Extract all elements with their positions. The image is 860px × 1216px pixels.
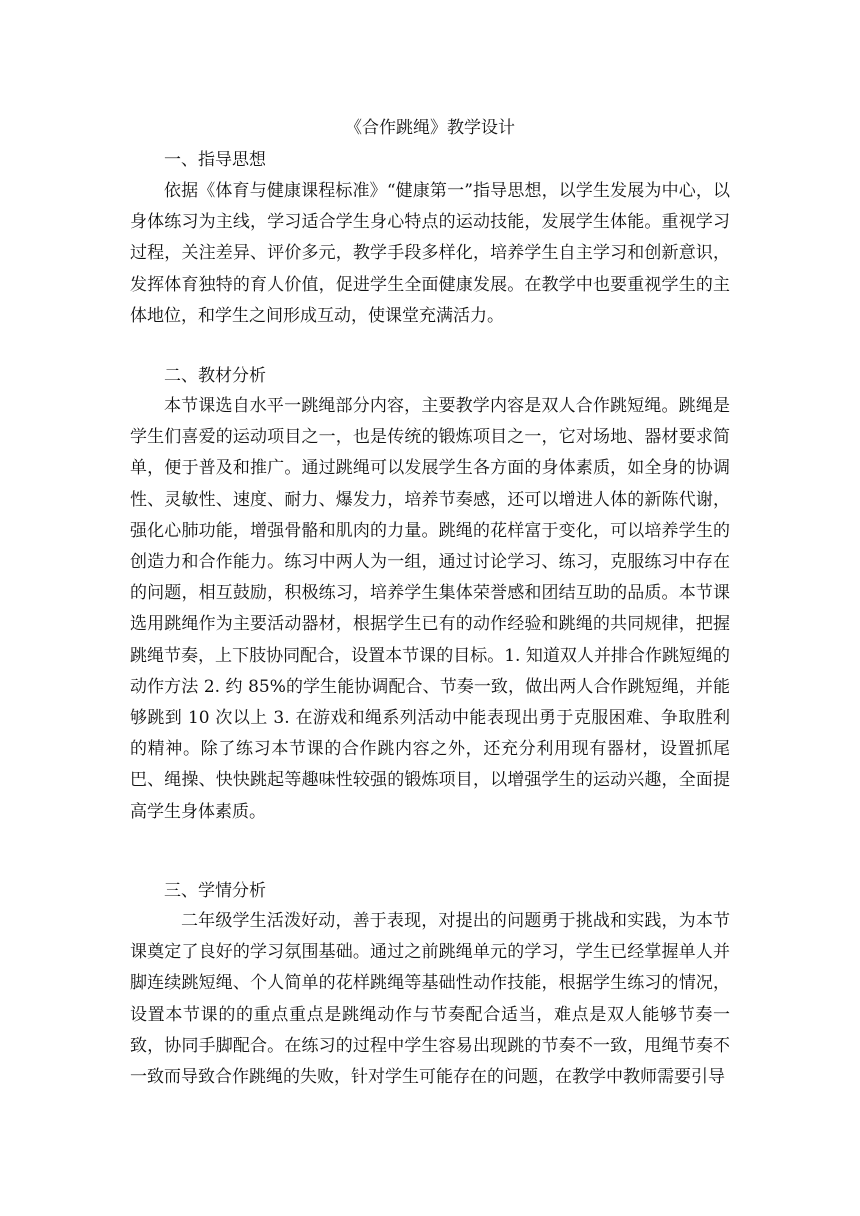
document-title: 《合作跳绳》教学设计 — [345, 118, 515, 138]
section-heading-student-analysis: 三、学情分析 — [164, 881, 266, 901]
section-body-guiding-ideology: 依据《体育与健康课程标准》“健康第一”指导思想，以学生发展为中心，以身体练习为主线，学习适合学生身心特点的运动技能，发展学生体能。重视学习过程，关注差异、评价多元，教学手段多样化，培养学生自主学习和创新意识，发挥体育独特的育人价值，促进学生全面健康发展。在教学中也要重视学生的主体地位，和学生之间形成互动，使课堂充满活力。 — [130, 181, 730, 326]
section-body-student-analysis: 二年级学生活泼好动，善于表现，对提出的问题勇于挑战和实践，为本节课奠定了良好的学习氛围基础。通过之前跳绳单元的学习，学生已经掌握单人并脚连续跳短绳、个人简单的花样跳绳等基础性动作技能，根据学生练习的情况，设置本节课的的重点重点是跳绳动作与节奏配合适当，难点是双人能够节奏一致，协同手脚配合。在练习的过程中学生容易出现跳的节奏不一致，甩绳节奏不一致而导致合作跳绳的失败，针对学生可能存在的问题，在教学中教师需要引导 — [130, 911, 730, 1088]
section-heading-guiding-ideology: 一、指导思想 — [164, 150, 266, 170]
section-body-material-analysis: 本节课选自水平一跳绳部分内容，主要教学内容是双人合作跳短绳。跳绳是学生们喜爱的运动项目之一，也是传统的锻炼项目之一，它对场地、器材要求简单，便于普及和推广。通过跳绳可以发展学生各方面的身体素质，如全身的协调性、灵敏性、速度、耐力、爆发力，培养节奏感，还可以增进人体的新陈代谢，强化心肺功能，增强骨骼和肌肉的力量。跳绳的花样富于变化，可以培养学生的创造力和合作能力。练习中两人为一组，通过讨论学习、练习，克服练习中存在的问题，相互鼓励，积极练习，培养学生集体荣誉感和团结互助的品质。本节课选用跳绳作为主要活动器材，根据学生已有的动作经验和跳绳的共同规律，把握跳绳节奏，上下肢协同配合，设置本节课的目标。1. 知道双人并排合作跳短绳的动作方法 2. 约 85%的学生能协调配合、节奏一致，做出两人合作跳短绳，并能够跳到 10 次以上 3. 在游戏和绳系列活动中能表现出勇于克服困难、争取胜利的精神。除了练习本节课的合作跳内容之外，还充分利用现有器材，设置抓尾巴、绳操、快快跳起等趣味性较强的锻炼项目，以增强学生的运动兴趣，全面提高学生身体素质。 — [130, 396, 730, 822]
section-heading-material-analysis: 二、教材分析 — [164, 366, 266, 386]
